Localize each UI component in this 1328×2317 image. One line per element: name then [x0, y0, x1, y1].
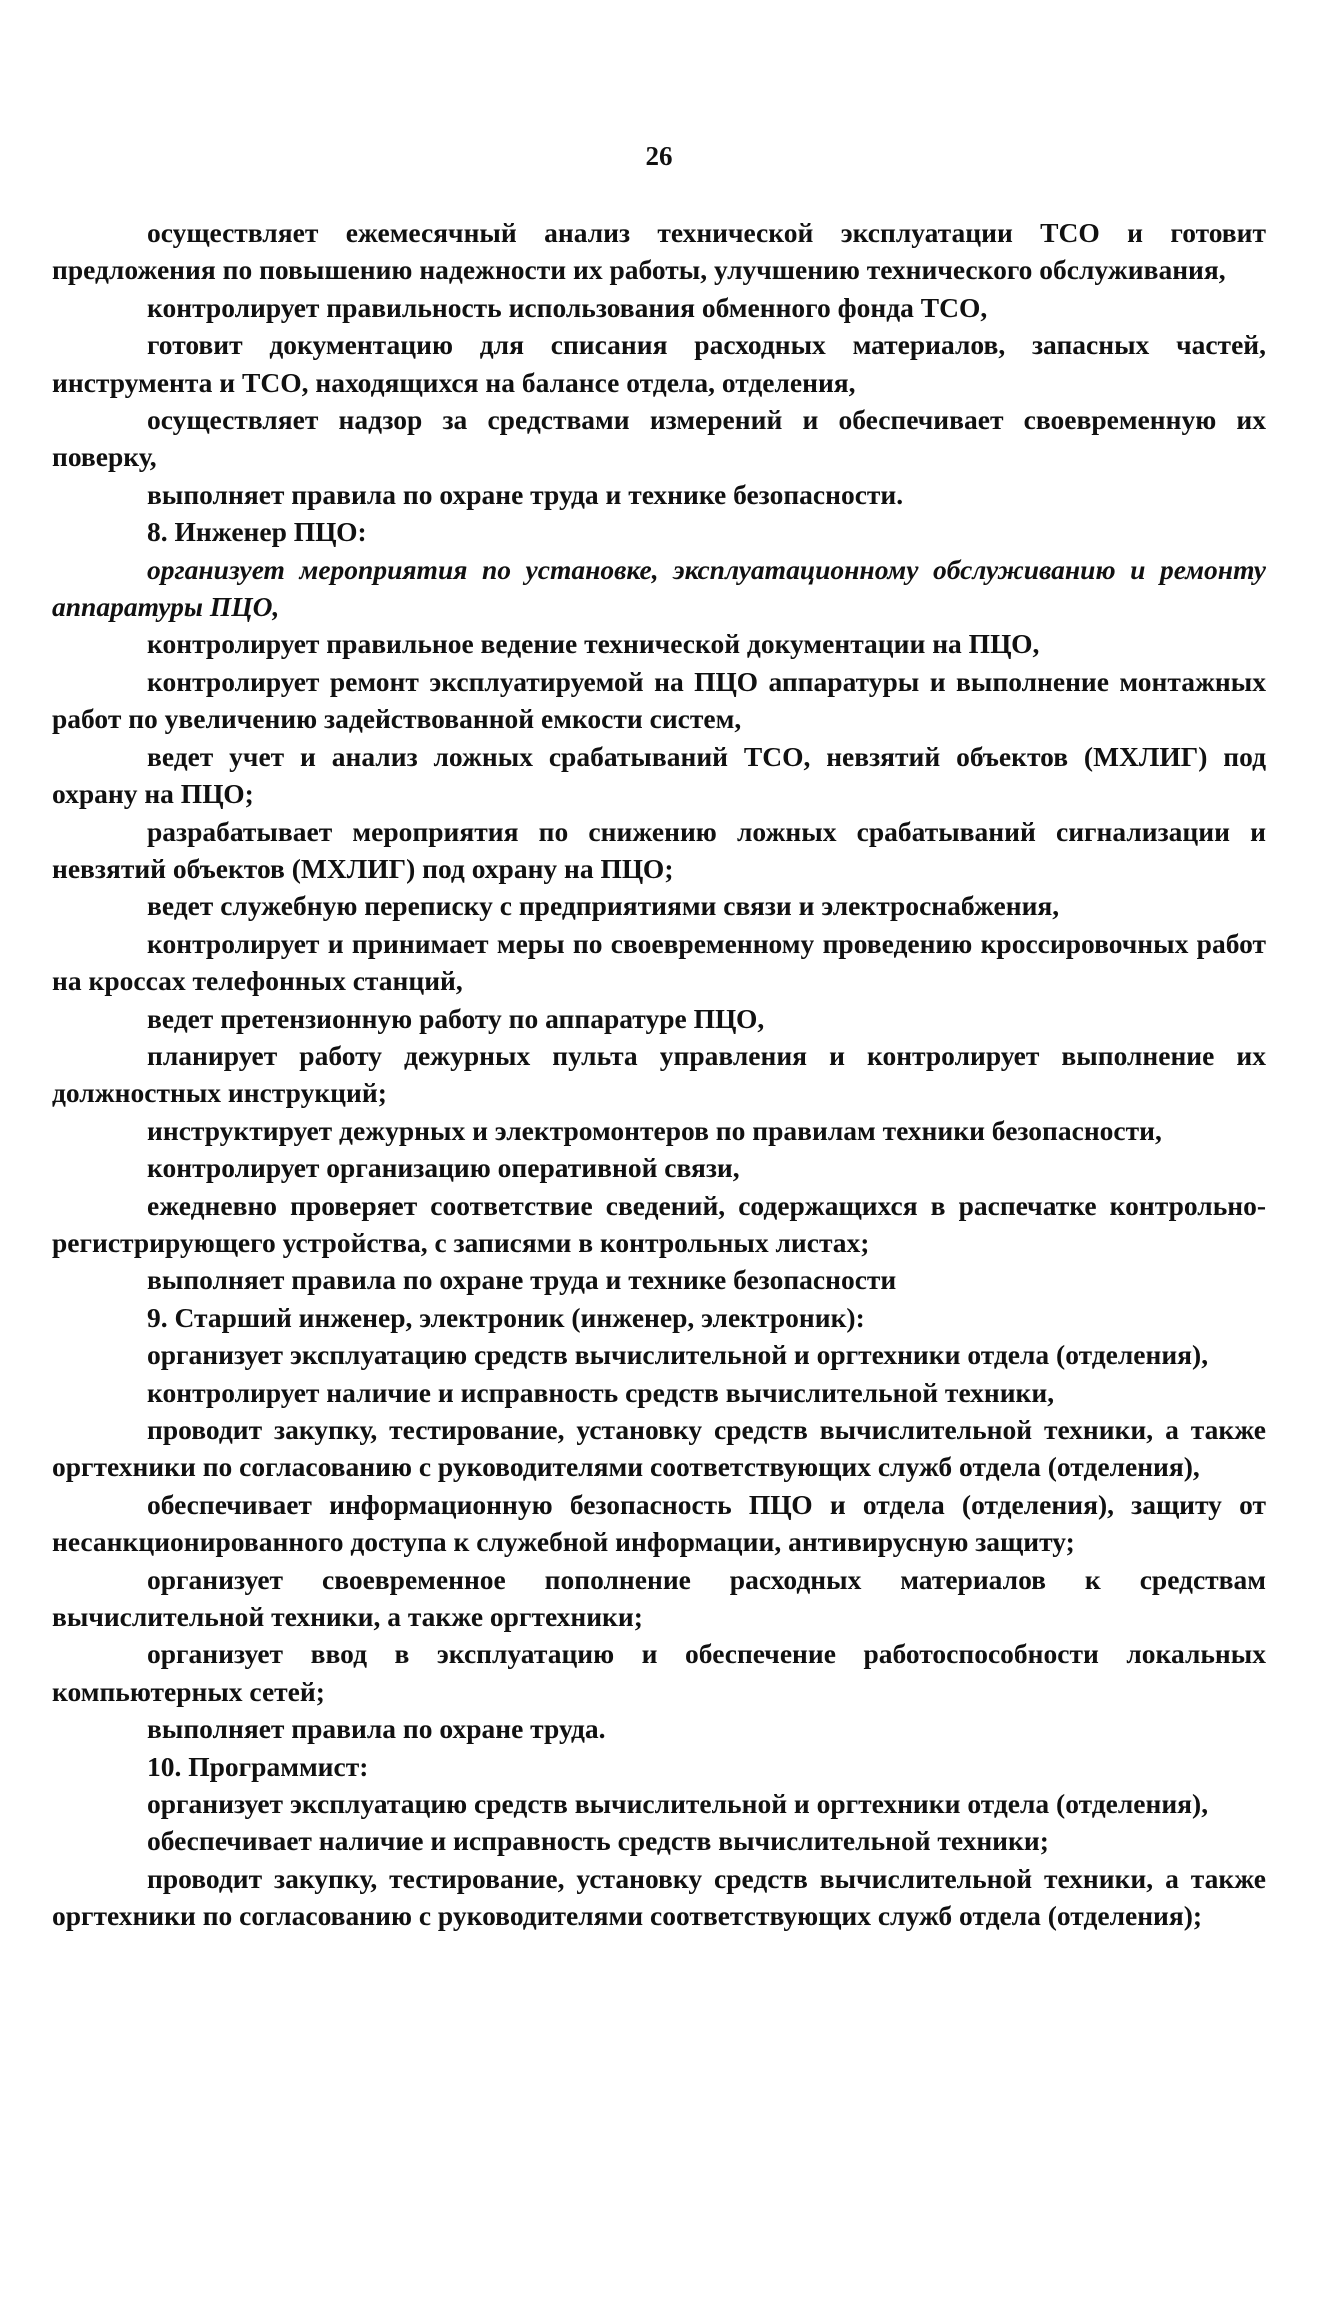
paragraph: организует ввод в эксплуатацию и обеспечение работоспособности локальных компьютерных сетей; — [52, 1638, 1266, 1707]
paragraph: обеспечивает информационную безопасность ПЦО и отдела (отделения), защиту от несанкционированного доступа к служебной информации, антивирусную защиту; — [52, 1488, 1266, 1558]
paragraph: проводит закупку, тестирование, установку средств вычислительной техники, а также оргтехники по согласованию с руководителями соответствующих служб отдела (отделения); — [52, 1862, 1266, 1932]
paragraph: организует своевременное пополнение расходных материалов к средствам вычислительной техники, а также оргтехники; — [52, 1563, 1266, 1633]
paragraph: ведет претензионную работу по аппаратуре ПЦО, — [147, 1002, 765, 1034]
paragraph: готовит документацию для списания расходных материалов, запасных частей, инструмента и ТСО, находящихся на балансе отдела, отделения, — [52, 329, 1266, 398]
page-number: 26 — [645, 141, 673, 171]
paragraph: выполняет правила по охране труда. — [147, 1713, 606, 1745]
paragraph: контролирует организацию оперативной связи, — [147, 1152, 740, 1184]
paragraph: ведет учет и анализ ложных срабатываний ТСО, невзятий объектов (МХЛИГ) под охрану на ПЦО; — [52, 740, 1266, 810]
paragraph: планирует работу дежурных пульта управления и контролирует выполнение их должностных инструкций; — [52, 1039, 1266, 1109]
paragraph: организует эксплуатацию средств вычислительной и оргтехники отдела (отделения), — [147, 1788, 1209, 1820]
paragraph: организует эксплуатацию средств вычислительной и оргтехники отдела (отделения), — [147, 1339, 1209, 1371]
paragraph: контролирует ремонт эксплуатируемой на ПЦО аппаратуры и выполнение монтажных работ по увеличению задействованной емкости систем, — [52, 665, 1266, 735]
paragraph: контролирует наличие и исправность средств вычислительной техники, — [147, 1376, 1055, 1408]
document-body — [52, 214, 1266, 1935]
paragraph: осуществляет надзор за средствами измерений и обеспечивает своевременную их поверку, — [52, 404, 1266, 473]
paragraph: инструктирует дежурных и электромонтеров по правилам техники безопасности, — [147, 1114, 1162, 1146]
paragraph: выполняет правила по охране труда и технике безопасности — [147, 1264, 897, 1296]
paragraph: организует мероприятия по установке, эксплуатационному обслуживанию и ремонту аппаратуры ПЦО, — [52, 553, 1266, 623]
paragraph: контролирует и принимает меры по своевременному проведению кроссировочных работ на кроссах телефонных станций, — [52, 927, 1266, 997]
paragraph: ведет служебную переписку с предприятиями связи и электроснабжения, — [147, 890, 1060, 922]
paragraph: выполняет правила по охране труда и технике безопасности. — [147, 478, 904, 510]
section-heading: 9. Старший инженер, электроник (инженер, электроник): — [147, 1301, 865, 1333]
paragraph: ежедневно проверяет соответствие сведений, содержащихся в распечатке контрольно-регистрирующего устройства, с записями в контрольных листах; — [52, 1189, 1266, 1258]
section-heading: 8. Инженер ПЦО: — [147, 516, 367, 548]
paragraph: осуществляет ежемесячный анализ технической эксплуатации ТСО и готовит предложения по повышению надежности их работы, улучшению технического обслуживания, — [52, 217, 1266, 286]
section-heading: 10. Программист: — [147, 1750, 369, 1782]
paragraph: проводит закупку, тестирование, установку средств вычислительной техники, а также оргтехники по согласованию с руководителями соответствующих служб отдела (отделения), — [52, 1414, 1266, 1483]
paragraph: разрабатывает мероприятия по снижению ложных срабатываний сигнализации и невзятий объектов (МХЛИГ) под охрану на ПЦО; — [52, 815, 1266, 884]
paragraph: обеспечивает наличие и исправность средств вычислительной техники; — [147, 1825, 1049, 1857]
paragraph: контролирует правильность использования обменного фонда ТСО, — [147, 291, 988, 323]
paragraph: контролирует правильное ведение технической документации на ПЦО, — [147, 628, 1040, 660]
